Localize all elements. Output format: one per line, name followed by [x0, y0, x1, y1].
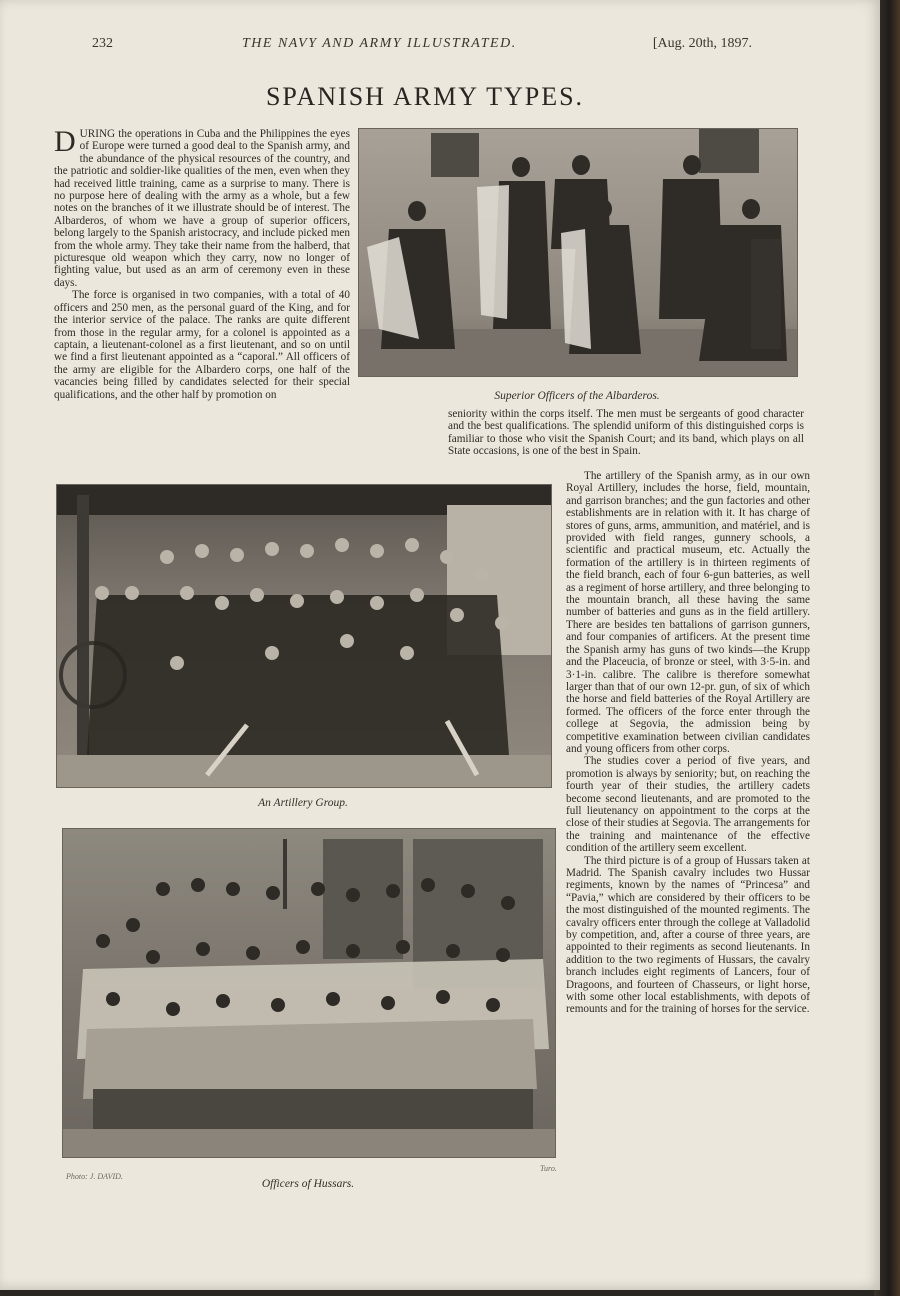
photo-credit-left: Photo: J. DAVID.: [66, 1172, 123, 1181]
paragraph-artillery: The artillery of the Spanish army, as in our own Royal Artillery, includes the horse, field, mountain, and garrison branches; and the gun factories and other establishments are in relation with it. It has charge of stores of guns, arms, ammunition, and matériel, and is provided with field ranges, gunnery schools, a scientific and practical museum, etc. Actually the formation of the artillery is in thirteen regiments of the field branch, each of four 6-gun batteries, as well as a regiment of horse artillery, and three belonging to the mountain branch, all these having the same number of batteries and guns as in the field artillery. There are besides ten battalions of garrison gunners, and four companies of artificers. At the present time the Spanish army has guns of two kinds—the Krupp and the Placeucia, of bronze or steel, with 3·5-in. and 3·1-in. calibre. The calibre is therefore somewhat larger than that of our own 12-pr. gun, of six of which the horse and field batteries of the Royal Artillery are formed. The officers of the force enter through the college at Segovia, the admission being by competitive examination between civilian candidates and young officers from other corps.: [566, 470, 810, 755]
paragraph-studies: The studies cover a period of five years, and promotion is always by seniority; but, on reaching the fourth year of their studies, the artillery cadets become second lieutenants, and are promoted to the full lieutenancy on appointment to the corps at the close of their studies at Segovia. The arrangements for the training and maintenance of the effective condition of the artillery seem excellent.: [566, 755, 810, 855]
photo-hussars: [62, 828, 556, 1158]
article-title: SPANISH ARMY TYPES.: [265, 82, 585, 111]
hussars-image: [63, 829, 555, 1157]
photo-artillery: [56, 484, 552, 788]
drop-cap: D: [54, 125, 76, 158]
caption-albarderos: Superior Officers of the Albarderos.: [494, 390, 660, 402]
paragraph-organisation: The force is organised in two companies, with a total of 40 officers and 250 men, as the personal guard of the King, and for the interior service of the palace. The ranks are quite different from those in the regular army, for a colonel is appointed as a captain, a lieutenant-colonel as a first lieutenant, and so on until we find a first lieutenant appointed as a “caporal.” All officers of the army are eligible for the Albardero corps, one half of the vacancies being filled by candidates selected for their special qualifications, and the other half by promotion on: [54, 289, 350, 401]
paragraph-intro: [54, 125, 350, 289]
albarderos-image: [359, 129, 797, 376]
paragraph-hussars: The third picture is of a group of Hussars taken at Madrid. The Spanish cavalry includes two Hussar regiments, known by the names of “Princesa” and “Pavia,” which are considered by their officers to be the most distinguished of the mounted regiments. The cavalry officers enter through the college at Valladolid by competition, and, after a course of three years, are appointed to their regiments as second lieutenants. In addition to the two regiments of Hussars, the cavalry branch includes eight regiments of Lancers, four of Dragoons, and fourteen of Chasseurs, or light horse, with some other local establishments, with depots of remounts and for the training of horses for the service.: [566, 854, 810, 1016]
caption-hussars: Officers of Hussars.: [261, 1178, 355, 1190]
article-column-right-top: [448, 408, 804, 470]
running-header: [92, 36, 752, 56]
page-number: 232: [92, 36, 113, 51]
publication-title: THE NAVY AND ARMY ILLUSTRATED.: [242, 36, 517, 51]
photo-credit-right: Turo.: [540, 1164, 557, 1173]
artillery-image: [57, 485, 551, 787]
paragraph-seniority: seniority within the corps itself. The men must be sergeants of good character and the best qualifications. The splendid uniform of this distinguished corps is familiar to those who visit the Spanish Court; and its band, which plays on all State occasions, is one of the best in Spain.: [448, 408, 804, 458]
article-column-right-middle: [566, 470, 810, 1182]
paragraph-intro-text: URING the operations in Cuba and the Philippines the eyes of Europe were turned a good deal to the Spanish army, and the abundance of the physical resources of the country, and the patriotic and soldier-like qualities of the men, even when they had received little training, came as a surprise to many. There is no purpose here of dealing with the army as a whole, but a few notes on the branches of it we illustrate should be of interest. The Albarderos, of whom we have a group of superior officers, belong largely to the Spanish aristocracy, and include picked men from the whole army. They take their name from the halberd, that picturesque old weapon which they carry, now no longer of fighting value, but used as an arm of ceremony even in these days.: [54, 128, 350, 289]
article-column-left: [54, 125, 350, 468]
caption-artillery: An Artillery Group.: [258, 797, 348, 809]
photo-albarderos: [358, 128, 798, 377]
issue-date: [Aug. 20th, 1897.: [652, 36, 752, 51]
